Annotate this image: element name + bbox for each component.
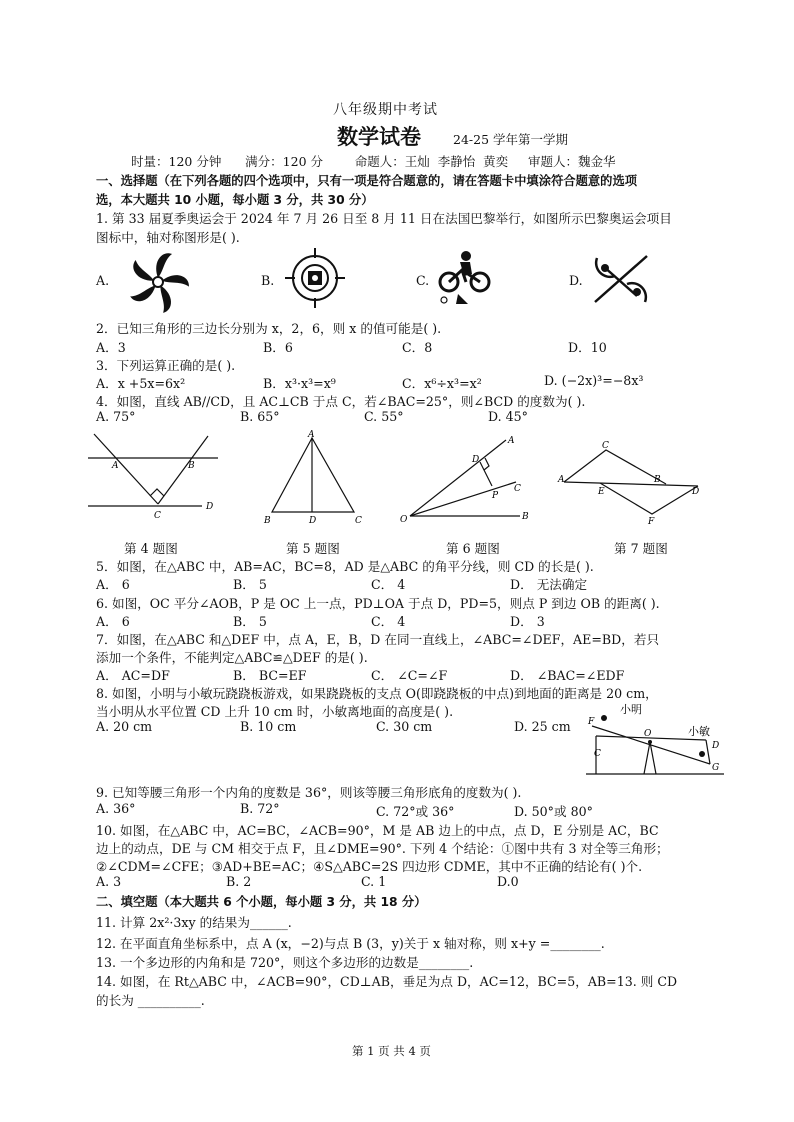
fig7-label-c: C (602, 441, 609, 451)
q3-option-d: D. (−2x)³=−8x³ (544, 373, 644, 388)
exam-subtitle: 八年级期中考试 (333, 102, 438, 118)
fig6-label-b: B (522, 512, 529, 522)
q5-stem: 5．如图，在△ABC 中，AB=AC，BC=8，AD 是△ABC 的角平分线，则 CD 的长是( ). (96, 559, 594, 574)
section1-heading: 一、选择题（在下列各题的四个选项中，只有一项是符合题意的，请在答题卡中填涂符合题意的选项 (96, 174, 638, 188)
q9-stem: 9. 已知等腰三角形一个内角的度数是 36°，则该等腰三角形底角的度数为( ). (96, 785, 522, 800)
target-icon (283, 246, 347, 310)
fig5-label-c: C (355, 516, 362, 526)
q1-option-b: B. (261, 273, 275, 288)
q4-option-b: B. 65° (240, 409, 280, 424)
q1-stem-cont: 图标中，轴对称图形是( ). (96, 230, 240, 245)
pinwheel-icon (118, 248, 198, 316)
q12-stem: 12. 在平面直角坐标系中，点 A (x，−2)与点 B (3，y)关于 x 轴对称，则 x+y =________. (96, 936, 605, 951)
fig6-label-o: O (400, 515, 408, 525)
q9-option-b: B. 72° (240, 801, 280, 816)
figure-q4 (84, 428, 224, 532)
fig7-label-e: E (598, 487, 605, 497)
q13-stem: 13. 一个多边形的内角和是 720°，则这个多边形的边数是________. (96, 955, 474, 970)
fig8-label-xiaoming: 小明 (620, 703, 642, 716)
q8-stem: 8. 如图，小明与小敏玩跷跷板游戏，如果跷跷板的支点 O(即跷跷板的中点)到地面的距离是 20 cm， (96, 686, 658, 701)
q7-stem-cont: 添加一个条件，不能判定△ABC≌△DEF 的是( ). (96, 650, 368, 665)
caption-q4: 第 4 题图 (124, 541, 178, 556)
fig8-label-xiaomin: 小敏 (688, 725, 710, 738)
q4-option-a: A. 75° (96, 409, 136, 424)
q5-option-a: A． 6 (96, 577, 130, 592)
q6-stem: 6. 如图，OC 平分∠AOB，P 是 OC 上一点，PD⊥OA 于点 D，PD=5，则点 P 到边 OB 的距离( ). (96, 596, 660, 611)
fig4-label-c: C (154, 511, 161, 521)
page-number: 第 1 页 共 4 页 (352, 1044, 431, 1058)
fig5-label-a: A (308, 430, 315, 440)
q8-option-b: B. 10 cm (240, 719, 297, 734)
q7-option-b: B． BC=EF (233, 668, 307, 683)
q10-stem-cont2: ②∠CDM=∠CFE；③AD+BE=AC；④S△ABC=2S 四边形 CDME，其中不正确的结论有( )个. (96, 859, 643, 874)
q3-option-c: C．x⁶÷x³=x² (402, 376, 482, 391)
q8-option-d: D. 25 cm (514, 719, 571, 734)
fig7-label-f: F (648, 517, 655, 527)
fig4-label-d: D (206, 502, 214, 512)
q5-option-c: C． 4 (371, 577, 406, 592)
fig5-label-b: B (264, 516, 271, 526)
fig6-label-p: P (492, 491, 499, 501)
fig8-label-o: O (644, 729, 652, 739)
q14-stem: 14. 如图，在 Rt△ABC 中，∠ACB=90°，CD⊥AB，垂足为点 D，AC=12，BC=5，AB=13. 则 CD (96, 974, 678, 989)
caption-q7: 第 7 题图 (614, 541, 668, 556)
q6-option-b: B． 5 (233, 614, 267, 629)
q1-option-c: C. (416, 273, 430, 288)
fig4-label-b: B (188, 461, 195, 471)
fig5-label-d: D (309, 516, 317, 526)
figure-q5 (258, 428, 368, 532)
q3-option-b: B．x³·x³=x⁹ (263, 376, 336, 391)
q8-option-c: C. 30 cm (376, 719, 433, 734)
fig8-label-d: D (712, 741, 720, 751)
q7-option-a: A． AC=DF (96, 668, 170, 683)
q1-option-a: A. (96, 273, 110, 288)
q14-stem-cont: 的长为 __________. (96, 993, 205, 1008)
q4-option-d: D. 45° (488, 409, 528, 424)
fig6-label-c: C (514, 484, 521, 494)
q1-option-d: D. (569, 273, 583, 288)
q10-option-d: D.0 (497, 874, 519, 889)
q7-option-c: C． ∠C=∠F (371, 668, 448, 683)
q9-option-d: D. 50°或 80° (514, 804, 593, 819)
q6-option-a: A． 6 (96, 614, 130, 629)
q2-option-d: D．10 (568, 340, 607, 355)
q4-option-c: C. 55° (364, 409, 404, 424)
fig7-label-a: A (558, 475, 565, 485)
q10-option-b: B. 2 (226, 874, 252, 889)
q1-stem: 1. 第 33 届夏季奥运会于 2024 年 7 月 26 日至 8 月 11 日在法国巴黎举行，如图所示巴黎奥运会项目 (96, 211, 672, 226)
q9-option-c: C. 72°或 36° (376, 804, 455, 819)
q7-option-d: D． ∠BAC=∠EDF (510, 668, 625, 683)
term-label: 24-25 学年第一学期 (453, 132, 569, 147)
q10-stem-cont: 边上的动点，DE 与 CM 相交于点 F，且∠DME=90°. 下列 4 个结论：①图中共有 3 对全等三角形； (96, 841, 669, 856)
q5-option-b: B． 5 (233, 577, 267, 592)
fig6-label-d: D (472, 455, 480, 465)
q5-option-d: D． 无法确定 (510, 577, 588, 592)
q10-option-a: A. 3 (96, 874, 122, 889)
fig7-label-d: D (692, 487, 700, 497)
q10-stem: 10. 如图，在△ABC 中，AC=BC，∠ACB=90°，M 是 AB 边上的中点，点 D，E 分别是 AC，BC (96, 823, 659, 838)
fig8-label-g: G (712, 763, 720, 773)
q10-option-c: C. 1 (361, 874, 387, 889)
section1-heading-cont: 选，本大题共 10 小题，每小题 3 分，共 30 分） (96, 193, 374, 207)
page-title: 数学试卷 (337, 125, 421, 149)
figure-q7 (556, 436, 706, 532)
q8-option-a: A. 20 cm (96, 719, 153, 734)
q2-option-c: C．8 (402, 340, 433, 355)
q6-option-c: C． 4 (371, 614, 406, 629)
q6-option-d: D． 3 (510, 614, 545, 629)
q3-option-a: A．x +5x=6x² (96, 376, 186, 391)
q4-stem: 4．如图，直线 AB//CD，且 AC⊥CB 于点 C，若∠BAC=25°，则∠BCD 的度数为( ). (96, 394, 586, 409)
caption-q5: 第 5 题图 (286, 541, 340, 556)
q9-option-a: A. 36° (96, 801, 136, 816)
q7-stem: 7．如图，在△ABC 和△DEF 中，点 A，E，B，D 在同一直线上，∠ABC=∠DEF，AE=BD，若只 (96, 632, 660, 647)
skateboard-icon (587, 248, 655, 312)
q8-stem-cont: 当小明从水平位置 CD 上升 10 cm 时，小敏离地面的高度是( ). (96, 704, 454, 719)
cyclist-icon (436, 248, 494, 306)
fig8-label-c: C (594, 749, 601, 759)
figure-q6 (396, 428, 546, 532)
q11-stem: 11. 计算 2x²·3xy 的结果为______. (96, 915, 292, 930)
q3-stem: 3．下列运算正确的是( ). (96, 358, 236, 373)
exam-info: 时量：120 分钟 满分：120 分 命题人：王灿 李静怡 黄奕 审题人：魏金华 (131, 154, 616, 169)
q2-option-a: A．3 (96, 340, 126, 355)
fig7-label-b: B (654, 475, 661, 485)
fig4-label-a: A (112, 461, 119, 471)
q2-stem: 2．已知三角形的三边长分别为 x，2，6，则 x 的值可能是( ). (96, 321, 442, 336)
fig8-label-f: F (588, 717, 595, 727)
figure-q8 (584, 700, 730, 780)
section2-heading: 二、填空题（本大题共 6 个小题，每小题 3 分，共 18 分） (96, 895, 427, 909)
q2-option-b: B．6 (263, 340, 293, 355)
caption-q6: 第 6 题图 (446, 541, 500, 556)
fig6-label-a: A (508, 436, 515, 446)
